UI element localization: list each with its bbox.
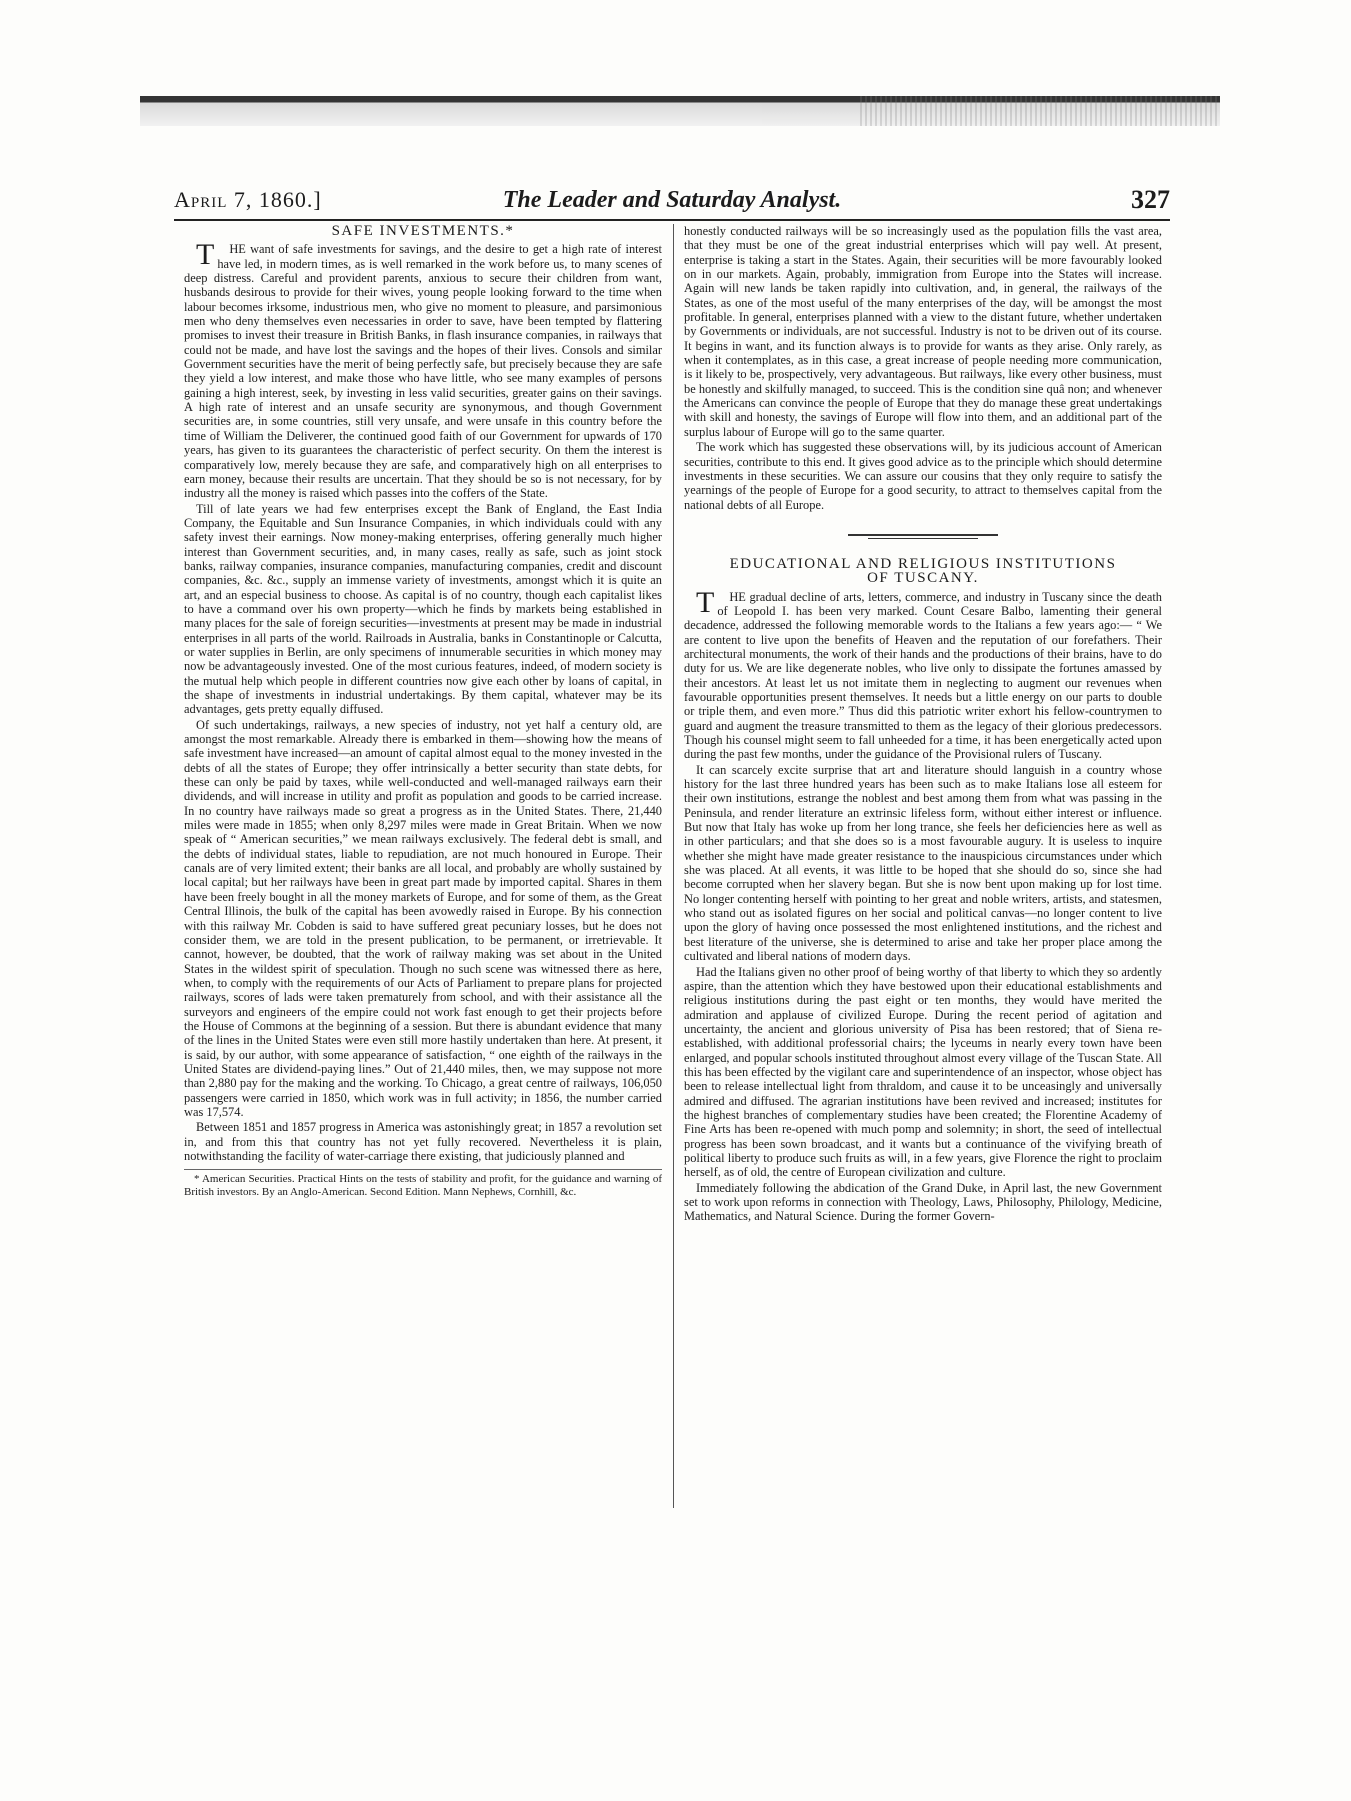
- page-number: 327: [1131, 185, 1170, 214]
- issue-date: April 7, 1860.]: [174, 187, 322, 212]
- article-paragraph: Had the Italians given no other proof of being worthy of that liberty to which they so ardently aspire, than the attention which they have bestowed upon their educational establishments and religious institutions during the past eight or ten months, they would have merited the admiration and applause of civilized Europe. During the recent period of agitation and uncertainty, the ancient and glorious university of Pisa has been restored; that of Siena re-established, with additional professorial chairs; the lyceums in nearly every town have been enlarged, and popular schools instituted throughout almost every village of the Tuscan State. All this has been effected by the vigilant care and superintendence of an inspector, whose object has been to release intellectual light from thraldom, and cause it to be unceasingly and universally admired and diffused. The agrarian institutions have been revived and increased; institutes for the highest branches of complementary studies have been created; the Florentine Academy of Fine Arts has been re-opened with much pomp and solemnity; in short, the seed of intellectual progress has been sown broadcast, and it wants but a continuance of the vivifying breath of political liberty to produce such fruits as will, in a few years, give Florence the right to proclaim herself, as of old, the centre of European civilization and culture.: [684, 964, 1162, 1180]
- ornament-rule: [868, 538, 978, 539]
- article-paragraph: THE want of safe investments for savings, and the desire to get a high rate of interest have led, in modern times, as is well remarked in the work before us, to many scenes of deep distress. Careful and provident parents, anxious to secure their children from want, husbands desirous to provide for their wives, young people looking forward to the time when labour becomes irksome, industrious men, who give no moment to pleasure, and parsimonious men who deny themselves even necessaries in order to save, have been tempted by flattering promises to invest their treasure in British Banks, in flash insurance companies, in railways that could not be made, and have lost the savings and the hopes of their lives. Consols and similar Government securities have the merit of being perfectly safe, but precisely because they are safe they yield a low interest, and make those who have little, who see many examples of persons gaining a high interest, seek, by investing in less valid securities, greater gains on their savings. A high rate of interest and an unsafe security are synonymous, and though Government securities are, in some countries, still very unsafe, and were unsafe in this country before the time of William the Deliverer, the continued good faith of our Government for upwards of 170 years, has given to its guarantees the characteristic of perfect security. On them the interest is comparatively low, merely because they are safe, and comparatively high on all enterprises to earn money, because their results are uncertain. That they should be so is not necessary, for by industry all the money is raised which passes into the coffers of the State.: [184, 238, 662, 501]
- column-divider: [673, 224, 674, 1508]
- article-title-line: EDUCATIONAL AND RELIGIOUS INSTITUTIONS: [729, 555, 1117, 572]
- article-paragraph: The work which has suggested these observations will, by its judicious account of American securities, contribute to this end. It gives good advice as to the principle which should determine investments in these securities. We can assure our cousins that they only require to satisfy the yearnings of the people of Europe for a good security, to attract to themselves capital from the national debts of all Europe.: [684, 440, 1162, 512]
- article-paragraph: Till of late years we had few enterprises except the Bank of England, the East India Company, the Equitable and Sun Insurance Companies, in which individuals could with any safety invest their earnings. Now money-making enterprises, offering generally much higher interest than Government securities, and, in many cases, really as safe, such as joint stock banks, railway companies, insurance companies, manufacturing companies, credit and discount companies, &c. &c., supply an immense variety of investments, amongst which it is quite an art, and an especial business to choose. As capital is of no country, though each capitalist likes to have a command over his own property—which he finds by markets being established in many places for the sale of foreign securities—investments at present may be made in industrial enterprises in all parts of the world. Railroads in Australia, banks in Constantinople or Calcutta, or water supplies in Berlin, are only specimens of innumerable securities in which money may now be advantageously invested. One of the most curious features, indeed, of modern society is the mutual help which people in different countries now give each other by loans of capital, in the shape of investments in industrial undertakings. By them capital, whatever may be its advantages, gets pretty equally diffused.: [184, 501, 662, 717]
- left-column: [184, 224, 662, 1514]
- footnote: [184, 1169, 662, 1198]
- right-column: [684, 224, 1162, 1514]
- footnote-text: * American Securities. Practical Hints on the tests of stability and profit, for the guidance and warning of British investors. By an Anglo-American. Second Edition. Mann Nephews, Cornhill, &c.: [184, 1173, 662, 1198]
- article-paragraph: Of such undertakings, railways, a new species of industry, not yet half a century old, are amongst the most remarkable. Already there is embarked in them—showing how the means of safe investment have increased—an amount of capital almost equal to the money invested in the debts of all the states of Europe; they offer intrinsically a better security than state debts, for these can only be paid by taxes, while well-conducted and well-managed railways earn their dividends, and will increase in utility and profit as population and goods to be carried increase. In no country have railways made so great a progress as in the United States. There, 21,440 miles were made in 1855; when only 8,297 miles were made in Great Britain. When we now speak of “ American securities,” we mean railways exclusively. The federal debt is small, and the debts of individual states, liable to repudiation, are not much honoured in Europe. Their canals are of very limited extent; their banks are all local, and probably are wholly sustained by local capital; but her railways have been in great part made by imported capital. Shares in them have been freely bought in all the money markets of Europe, and for some of them, as the Great Central Illinois, the bulk of the capital has been avowedly raised in Europe. By his connection with this railway Mr. Cobden is said to have suffered great pecuniary losses, but he does not consider them, we are told in the present publication, to be permanent, or irretrievable. It cannot, however, be doubted, that the work of railway making was set about in the United States in the wildest spirit of speculation. Though no such scene was witnessed there as here, when, to comply with the requirements of our Acts of Parliament to prepare plans for projected railways, scores of lads were taken prematurely from school, and with their assistance all the surveyors and engineers of the empire could not work fast enough to get their projects before the House of Commons at the beginning of a session. But there is abundant evidence that many of the lines in the United States were even still more hastily undertaken than here. At present, it is said, by our author, with some appearance of satisfaction, “ one eighth of the railways in the United States are dividend-paying lines.” Out of 21,440 miles, then, we may suppose not more than 2,880 pay for the making and the working. To Chicago, a great centre of railways, 106,050 passengers were carried in 1850, which work was in full activity; in 1856, the number carried was 17,574.: [184, 717, 662, 1119]
- page-top-band: [140, 96, 1220, 126]
- article-paragraph: Immediately following the abdication of the Grand Duke, in April last, the new Government set to work upon reforms in connection with Theology, Laws, Philosophy, Philology, Medicine, Mathematics, and Natural Science. During the former Govern-: [684, 1180, 1162, 1224]
- header-rule: [174, 219, 1170, 221]
- publication-title: The Leader and Saturday Analyst.: [502, 187, 842, 213]
- article-paragraph: Between 1851 and 1857 progress in America was astonishingly great; in 1857 a revolution set in, and from this that country has not yet fully recovered. Nevertheless it is plain, notwithstanding the facility of water-carriage there existing, that judiciously planned and: [184, 1120, 662, 1163]
- section-ornament: [848, 534, 998, 539]
- article-paragraph: It can scarcely excite surprise that art and literature should languish in a country whose history for the last three hundred years has been such as to make Italians lose all esteem for their own institutions, estrange the noblest and best among them from what was passing in the Peninsula, and render literature an extrinsic lifeless form, without either interest or influence. But now that Italy has woke up from her long trance, she feels her deficiencies here as well as in other particulars; and that she does so is a most favourable augury. It is useless to inquire whether she might have made greater resistance to the inauspicious circumstances under which she was placed. At all events, it was little to be hoped that she should do so, since she had become corrupted when her slavery began. But she is now bent upon making up for lost time. No longer contenting herself with pointing to her great and noble writers, artists, and statesmen, who stand out as isolated figures on her social and political canvas—no longer content to live upon the glory of having once possessed the most enlightened institutions, and the richest and best literature of the universe, she is determined to arise and take her proper place among the cultivated and liberal nations of modern days.: [684, 762, 1162, 964]
- article-title-line: OF TUSCANY.: [867, 570, 979, 587]
- article-paragraph: honestly conducted railways will be so increasingly used as the population fills the vast area, that they must be one of the great industrial enterprises which will pay well. At present, enterprise is taking a start in the States. Again, their securities will be more favourably looked on in our markets. Again, probably, immigration from Europe into the States will increase. Again will new lands be taken rapidly into cultivation, and, in general, the railways of the States, as one of the most useful of the many enterprises of the day, will be amongst the most profitable. In general, enterprises planned with a view to the distant future, whether undertaken by Governments or individuals, are not successful. Industry is not to be driven out of its course. It begins in want, and its function always is to provide for wants as they arise. Only rarely, as when it contemplates, as in this case, a great increase of people needing more communication, is it likely to be, prospectively, very advantageous. But railways, like every other business, must be honestly and skilfully managed, to succeed. This is the condition sine quâ non; and whenever the Americans can convince the people of Europe that they do manage these great undertakings with skill and honesty, the savings of Europe will flow into them, and an additional part of the surplus labour of Europe will go to the same quarter.: [684, 224, 1162, 439]
- article-paragraph: THE gradual decline of arts, letters, commerce, and industry in Tuscany since the death of Leopold I. has been very marked. Count Cesare Balbo, lamenting their general decadence, addressed the following memorable words to the Italians a few years ago:— “ We are content to live upon the benefits of Heaven and the reputation of our forefathers. Their architectural monuments, the work of their hands and the productions of their brains, have to do duty for us. We are like degenerate nobles, who live only to dissipate the fortunes amassed by their ancestors. At least let us not imitate them in neglecting to augment our revenues when favourable opportunities present themselves. It needs but a little energy on our parts to double or triple them, and even more.” Thus did this patriotic writer exhort his fellow-countrymen to guard and augment the treasure transmitted to them as the legacy of their glorious predecessors. Though his counsel might seem to fall unheeded for a time, it has been energetically acted upon during the past few months, under the guidance of the Provisional rulers of Tuscany.: [684, 585, 1162, 762]
- page-header: [174, 187, 1170, 219]
- article-title-safe-investments: SAFE INVESTMENTS.*: [331, 224, 515, 239]
- article-title-tuscany: [684, 557, 1162, 586]
- ornament-rule: [848, 534, 998, 536]
